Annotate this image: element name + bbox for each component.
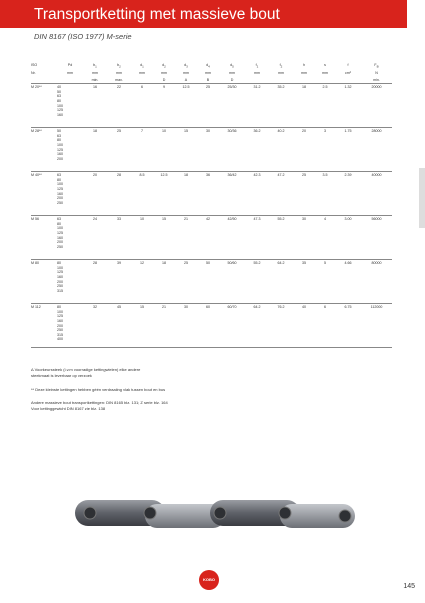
column-unit: Nr. (31, 71, 36, 76)
table-cell: 10 (162, 129, 166, 134)
column-name: b (117, 63, 120, 67)
table-cell: 39 (117, 261, 121, 266)
page-number: 145 (403, 583, 415, 590)
table-cell: 3 (324, 129, 326, 134)
table-cell: 25 (302, 173, 306, 178)
table-cell: 12.5 (182, 85, 190, 90)
pitch-list: 40 50 63 80 100 125 160 (57, 85, 63, 117)
column-header (269, 62, 293, 70)
column-subscript: 4 (208, 64, 210, 69)
column-header (131, 62, 153, 70)
column-extra (245, 77, 269, 84)
table-cell: 28000 (371, 129, 382, 134)
table-cell: 15 (162, 217, 166, 222)
table-cell: 20000 (371, 85, 382, 90)
table-cell: 15 (184, 129, 188, 134)
column-unit: mm (278, 71, 284, 76)
table-cell: 5 (324, 261, 326, 266)
table-cell: 42.3 (253, 173, 261, 178)
table-cell: 50/60 (227, 261, 237, 266)
column-name: f (347, 63, 349, 67)
pitch-list: 50 63 80 100 125 160 200 (57, 129, 63, 161)
note-line: ** Deze kleinste kettingen hebben géén verdraaiing vlak tussen bout en bus (31, 387, 166, 392)
column-name: f (255, 63, 257, 67)
table-cell: 30 (302, 217, 306, 222)
title-bar (0, 0, 407, 28)
column-extra (335, 77, 361, 84)
table-cell: 36 (206, 173, 210, 178)
column-header (315, 62, 335, 70)
iso-number: M 20** (31, 85, 42, 90)
column-unit: mm (301, 71, 307, 76)
table-cell: 42 (206, 217, 210, 222)
note-line: Δ Voorkeurssteek (i.v.m voorradige kettingwielen) elke andere (31, 367, 141, 372)
table-cell: 3.5 (322, 173, 328, 178)
table-cell: 35.2 (277, 85, 285, 90)
table-row (31, 304, 392, 348)
table-cell: 112000 (370, 305, 383, 310)
table-cell: 60/70 (227, 305, 237, 310)
table-cell: 6 (324, 305, 326, 310)
table-row (31, 128, 392, 172)
table-cell: 22 (117, 85, 121, 90)
table-cell: 25/30 (227, 85, 237, 90)
column-name: d (140, 63, 143, 67)
table-cell: 10 (140, 217, 144, 222)
table-cell: 40 (302, 305, 306, 310)
column-subscript: 5 (232, 64, 234, 69)
note-line: Voor kettinggewicht DIN 8167 zie blz. 138 (31, 405, 106, 411)
column-header (57, 62, 83, 70)
column-subscript: 2 (164, 64, 166, 69)
column-unit: mm (92, 71, 98, 76)
table-cell: 6 (141, 85, 143, 90)
column-subscript: 1 (95, 64, 97, 69)
column-extra: max. (115, 77, 123, 82)
table-cell: 47.3 (253, 217, 261, 222)
pitch-list: 63 80 100 125 160 200 250 (57, 173, 63, 205)
column-unit: mm (205, 71, 211, 76)
table-cell: 24 (93, 217, 97, 222)
iso-number: M 28** (31, 129, 42, 134)
column-extra: min. (91, 77, 99, 82)
pitch-list: 80 100 125 160 200 250 315 400 (57, 305, 63, 342)
column-unit: mm (116, 71, 122, 76)
table-cell: 50 (206, 261, 210, 266)
column-unit: mm (229, 71, 235, 76)
table-cell: 1.32 (344, 85, 352, 90)
table-cell: 20 (302, 129, 306, 134)
column-unit: N (375, 71, 378, 76)
table-cell: 30/36 (227, 129, 237, 134)
table-cell: 9 (163, 85, 165, 90)
table-cell: 7 (141, 129, 143, 134)
table-cell: 47.2 (277, 173, 285, 178)
column-name: d (184, 63, 187, 67)
table-cell: 76.2 (277, 305, 285, 310)
iso-number: M 40** (31, 173, 42, 178)
column-extra: D (230, 77, 234, 82)
table-cell: 42/50 (227, 217, 237, 222)
column-name: d (206, 63, 209, 67)
iso-number: M 56 (31, 217, 39, 222)
table-cell: 8.5 (139, 173, 145, 178)
column-extra: A (184, 77, 188, 82)
table-cell: 4 (324, 217, 326, 222)
header-row-names (31, 62, 392, 70)
column-header (31, 62, 57, 70)
column-header (107, 62, 131, 70)
table-cell: 36.2 (253, 129, 261, 134)
notes-references (31, 400, 168, 411)
column-name: s (324, 63, 326, 67)
column-unit: mm (322, 71, 328, 76)
column-unit: mm (139, 71, 145, 76)
table-cell: 25 (117, 129, 121, 134)
column-header (219, 62, 245, 70)
table-cell: 25 (206, 85, 210, 90)
table-cell: 55.2 (277, 217, 285, 222)
column-unit: mm (67, 71, 73, 76)
table-cell: 4.66 (344, 261, 352, 266)
header-row-extra (31, 77, 392, 84)
column-extra (269, 77, 293, 84)
column-unit: cm² (345, 71, 351, 76)
table-cell: 12.5 (160, 173, 168, 178)
table-cell: 60 (206, 305, 210, 310)
iso-number: M 80 (31, 261, 39, 266)
column-extra (131, 77, 153, 84)
table-row (31, 172, 392, 216)
table-cell: 2.5 (322, 85, 328, 90)
column-name: d (230, 63, 233, 67)
column-name: f (279, 63, 281, 67)
notes-smallest (31, 387, 165, 393)
table-cell: 80000 (371, 261, 382, 266)
column-header (175, 62, 197, 70)
column-unit: mm (254, 71, 260, 76)
table-cell: 55.2 (253, 261, 261, 266)
column-extra (315, 77, 335, 84)
table-cell: 18 (302, 85, 306, 90)
side-tab (419, 168, 425, 228)
table-row (31, 260, 392, 304)
page-title: Transportketting met massieve bout (34, 6, 280, 23)
column-subscript: 1 (256, 64, 259, 69)
table-cell: 35 (302, 261, 306, 266)
table-cell: 31.2 (253, 85, 261, 90)
table-cell: 36/42 (227, 173, 237, 178)
column-header (245, 62, 269, 70)
spec-table (31, 62, 392, 348)
column-header (153, 62, 175, 70)
column-subscript: 2 (280, 64, 283, 69)
table-cell: 12 (140, 261, 144, 266)
column-extra: D (162, 77, 166, 82)
pitch-list: 80 100 125 160 200 250 315 (57, 261, 63, 293)
table-cell: 25 (184, 261, 188, 266)
column-subscript: 2 (119, 64, 121, 69)
table-cell: 32 (93, 305, 97, 310)
table-row (31, 84, 392, 128)
table-cell: 28 (117, 173, 121, 178)
column-name: Pd (67, 63, 73, 67)
table-cell: 56000 (371, 217, 382, 222)
table-cell: 16 (93, 85, 97, 90)
column-extra: B (206, 77, 210, 82)
table-body (31, 84, 392, 348)
column-header (361, 62, 392, 70)
note-line: steekmaat is leverbaar op verzoek (31, 372, 92, 378)
table-cell: 18 (93, 129, 97, 134)
table-cell: 45 (117, 305, 121, 310)
chain-illustration (70, 490, 360, 538)
column-unit: mm (161, 71, 167, 76)
column-header (197, 62, 219, 70)
table-cell: 3.00 (344, 217, 352, 222)
table-cell: 1.75 (344, 129, 352, 134)
column-name: F (374, 63, 377, 67)
table-cell: 21 (162, 305, 166, 310)
column-subscript: B (376, 64, 379, 69)
table-cell: 40.2 (277, 129, 285, 134)
column-extra (57, 77, 83, 84)
column-name: d (162, 63, 165, 67)
notes-preferred (31, 367, 140, 378)
table-cell: 21 (184, 217, 188, 222)
table-cell: 28 (93, 261, 97, 266)
iso-number: M 112 (31, 305, 41, 310)
column-name: b (93, 63, 96, 67)
table-cell: 18 (184, 173, 188, 178)
table-cell: 30 (184, 305, 188, 310)
table-cell: 15 (140, 305, 144, 310)
column-name: ISO (31, 63, 38, 67)
table-cell: 64.2 (253, 305, 261, 310)
table-cell: 30 (206, 129, 210, 134)
column-extra: min. (373, 77, 380, 82)
column-extra (293, 77, 315, 84)
column-header (293, 62, 315, 70)
column-name: h (303, 63, 305, 67)
table-cell: 2.39 (344, 173, 352, 178)
pitch-list: 63 80 100 125 160 200 250 (57, 217, 63, 249)
table-row (31, 216, 392, 260)
table-cell: 18 (162, 261, 166, 266)
column-header (335, 62, 361, 70)
table-cell: 6.75 (344, 305, 352, 310)
column-subscript: 3 (186, 64, 188, 69)
column-unit: mm (183, 71, 189, 76)
column-subscript: 1 (142, 64, 144, 69)
brand-logo: KOBO (199, 570, 219, 590)
table-cell: 64.2 (277, 261, 285, 266)
page-subtitle: DIN 8167 (ISO 1977) M-serie (34, 32, 132, 41)
column-header (83, 62, 107, 70)
column-extra (31, 77, 57, 84)
table-cell: 20 (93, 173, 97, 178)
table-cell: 33 (117, 217, 121, 222)
table-cell: 40000 (371, 173, 382, 178)
note-line: Andere massieve bout transportkettingen: DIN 8165 blz. 131; Z serie blz. 164 (31, 400, 168, 405)
